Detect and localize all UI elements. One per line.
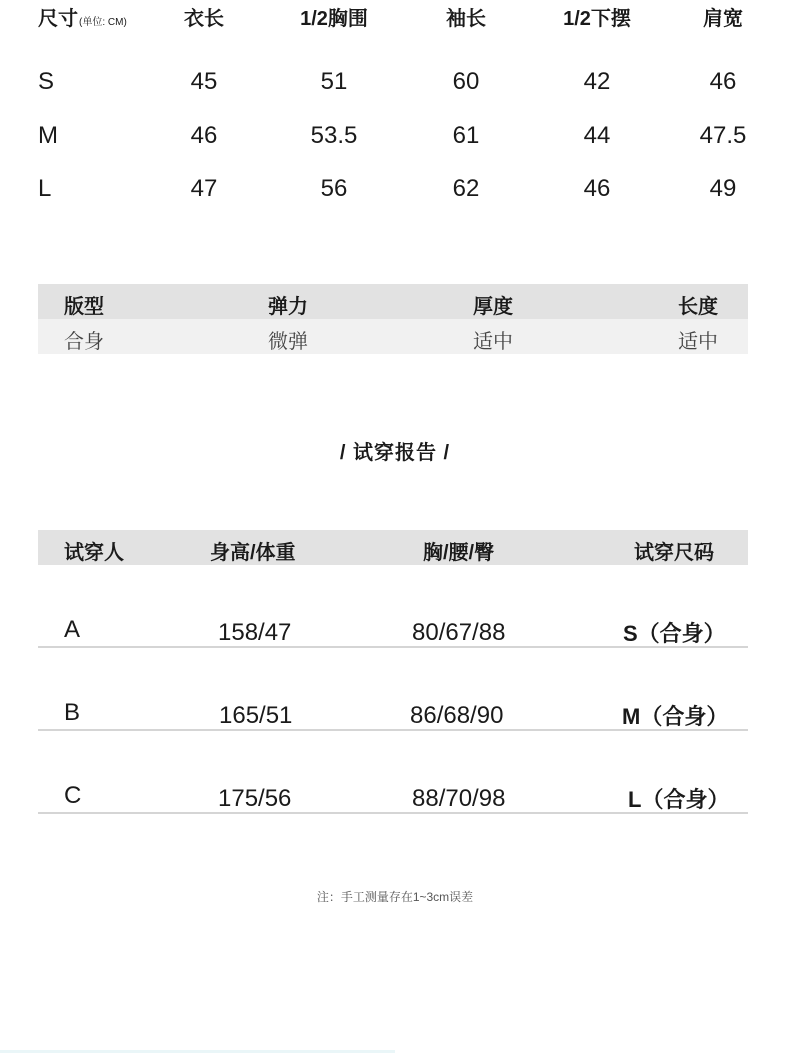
size-label: S <box>38 68 55 95</box>
size-row-m <box>0 122 790 154</box>
length-header: 长度 <box>678 296 718 318</box>
size-row-l <box>0 175 790 207</box>
height-weight-value: 175/56 <box>218 785 292 812</box>
half-hem-value: 42 <box>583 68 611 95</box>
report-row-a <box>38 565 748 648</box>
measurements-value: 80/67/88 <box>412 619 506 646</box>
report-header <box>38 530 748 565</box>
measurement-note: 注：手工测量存在1~3cm误差 <box>316 890 474 904</box>
shoulder-value: 46 <box>709 68 737 95</box>
sleeve-value: 62 <box>452 175 480 202</box>
height-weight-value: 158/47 <box>218 619 292 646</box>
trial-size-value: L（合身） <box>628 787 730 812</box>
half-hem-value: 44 <box>583 122 611 149</box>
half-chest-value: 53.5 <box>310 122 358 149</box>
measurements-value: 88/70/98 <box>412 785 506 812</box>
length-value: 46 <box>190 122 218 149</box>
length-value: 45 <box>190 68 218 95</box>
size-row-s <box>0 68 790 100</box>
fit-type-value: 合身 <box>64 331 104 353</box>
tester-name: A <box>64 616 81 643</box>
shoulder-value: 49 <box>709 175 737 202</box>
tester-name: C <box>64 782 82 809</box>
thickness-header: 厚度 <box>473 296 513 318</box>
bottom-divider <box>0 1050 395 1053</box>
column-length: 衣长 <box>184 8 224 30</box>
elasticity-value: 微弹 <box>268 331 308 353</box>
fit-attributes-table <box>38 284 748 354</box>
column-sleeve: 袖长 <box>446 8 486 30</box>
unit-label: (单位: CM) <box>79 17 127 28</box>
tester-name: B <box>64 699 81 726</box>
fitting-report-title: / 试穿报告 / <box>339 442 451 464</box>
size-label: M <box>38 122 58 149</box>
size-column-label: 尺寸(单位: CM) <box>38 8 127 30</box>
sleeve-value: 61 <box>452 122 480 149</box>
trial-size-value: M（合身） <box>622 704 729 729</box>
size-table-header <box>0 0 790 34</box>
half-chest-value: 51 <box>320 68 348 95</box>
shoulder-value: 47.5 <box>699 122 747 149</box>
trial-size-value: S（合身） <box>623 621 726 646</box>
sleeve-value: 60 <box>452 68 480 95</box>
report-row-b <box>38 648 748 731</box>
height-weight-header: 身高/体重 <box>210 542 296 564</box>
half-chest-value: 56 <box>320 175 348 202</box>
fit-attributes-values <box>38 319 748 354</box>
column-half-hem: 1/2下摆 <box>563 8 631 30</box>
column-half-chest: 1/2胸围 <box>300 8 368 30</box>
size-label: L <box>38 175 52 202</box>
trial-size-header: 试穿尺码 <box>634 542 714 564</box>
measurements-value: 86/68/90 <box>410 702 504 729</box>
fitting-report-table <box>38 530 748 814</box>
measurements-header: 胸/腰/臀 <box>423 542 495 564</box>
fit-attributes-header <box>38 284 748 319</box>
length-value: 47 <box>190 175 218 202</box>
height-weight-value: 165/51 <box>219 702 293 729</box>
tester-header: 试穿人 <box>64 542 124 564</box>
fit-type-header: 版型 <box>64 296 104 318</box>
elasticity-header: 弹力 <box>268 296 308 318</box>
thickness-value: 适中 <box>473 331 513 353</box>
column-shoulder: 肩宽 <box>703 8 743 30</box>
report-row-c <box>38 731 748 814</box>
length-value: 适中 <box>678 331 718 353</box>
half-hem-value: 46 <box>583 175 611 202</box>
